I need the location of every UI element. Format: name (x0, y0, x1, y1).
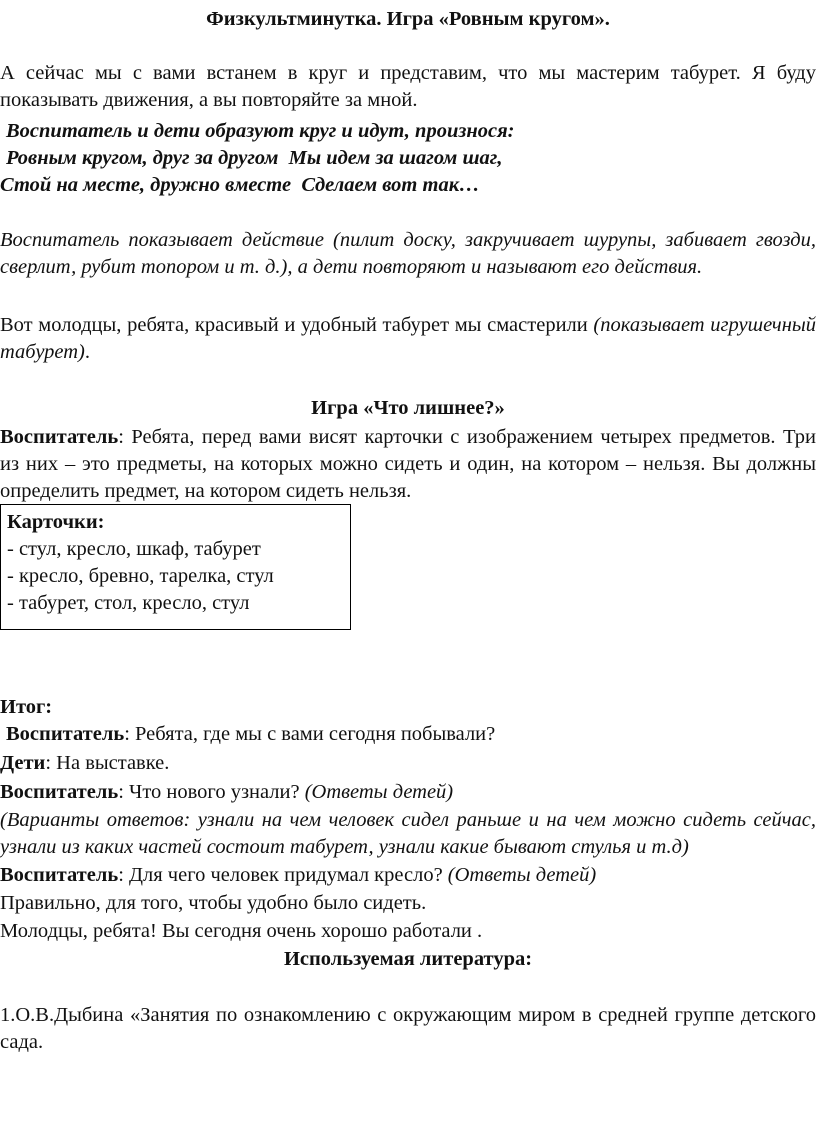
verse-line-2: Стой на месте, дружно вместе Сделаем вот так… (0, 174, 480, 196)
summary-line-2: Молодцы, ребята! Вы сегодня очень хорошо работали . (0, 920, 483, 942)
speaker-label: Воспитатель (0, 781, 119, 803)
outro-text: Вот молодцы, ребята, красивый и удобный табурет мы смастерили (0, 314, 588, 336)
verse-lead: Воспитатель и дети образуют круг и идут, произнося: (6, 120, 515, 142)
card-item: - кресло, бревно, тарелка, стул (7, 565, 274, 587)
summary-q2 (0, 779, 816, 806)
summary-q3 (0, 862, 816, 889)
section2-title: Игра «Что лишнее?» (311, 397, 505, 419)
summary-q3-note: (Ответы детей) (447, 864, 597, 886)
section2-paragraph (0, 424, 816, 505)
summary-q3-text: : Для чего человек придумал кресло? (118, 864, 443, 886)
section1-intro: А сейчас мы с вами встанем в круг и представим, что мы мастерим табурет. Я буду показывать движения, а вы повторяйте за мной. (0, 62, 816, 111)
section1-action: Воспитатель показывает действие (пилит доску, закручивает шурупы, забивает гвозди, сверлит, рубит топором и т. д.), а дети повторяют и называют его действия. (0, 229, 816, 278)
summary-q2-text: : Что нового узнали? (118, 781, 300, 803)
cards-title: Карточки: (7, 511, 105, 533)
speaker-label: Воспитатель (6, 723, 125, 745)
speaker-label: Дети (0, 752, 46, 774)
speaker-label: Воспитатель (0, 426, 119, 448)
section1-title: Физкультминутка. Игра «Ровным кругом». (206, 8, 610, 30)
summary-a1-text: : На выставке. (45, 752, 170, 774)
outro-end: . (84, 341, 91, 363)
section2-text: : Ребята, перед вами висят карточки с изображением четырех предметов. Три из них – это предметы, на которых можно сидеть и один, на котором – нельзя. Вы должны определить предмет, на котором сидеть нельзя. (0, 426, 816, 502)
outro-note: (показывает игрушечный табурет) (0, 314, 816, 363)
speaker-label: Воспитатель (0, 864, 119, 886)
literature-title: Используемая литература: (283, 948, 533, 970)
section1-outro (0, 312, 816, 366)
cards-box (0, 504, 351, 630)
verse-line-1: Ровным кругом, друг за другом Мы идем за шагом шаг, (6, 147, 503, 169)
summary-line-1: Правильно, для того, чтобы удобно было сидеть. (0, 892, 427, 914)
summary-q1-text: : Ребята, где мы с вами сегодня побывали? (124, 723, 496, 745)
literature-item-1: 1.О.В.Дыбина «Занятия по ознакомлению с окружающим миром в средней группе детского сада. (0, 1004, 816, 1053)
summary-q1 (6, 721, 816, 748)
card-item: - стул, кресло, шкаф, табурет (7, 538, 261, 560)
summary-variants: (Варианты ответов: узнали на чем человек сидел раньше и на чем можно сидеть сейчас, узнали из каких частей состоит табурет, узнали какие бывают стулья и т.д) (0, 809, 816, 858)
summary-q2-note: (Ответы детей) (304, 781, 454, 803)
summary-a1 (0, 750, 816, 777)
card-item: - табурет, стол, кресло, стул (7, 592, 250, 614)
summary-title: Итог: (0, 696, 53, 718)
